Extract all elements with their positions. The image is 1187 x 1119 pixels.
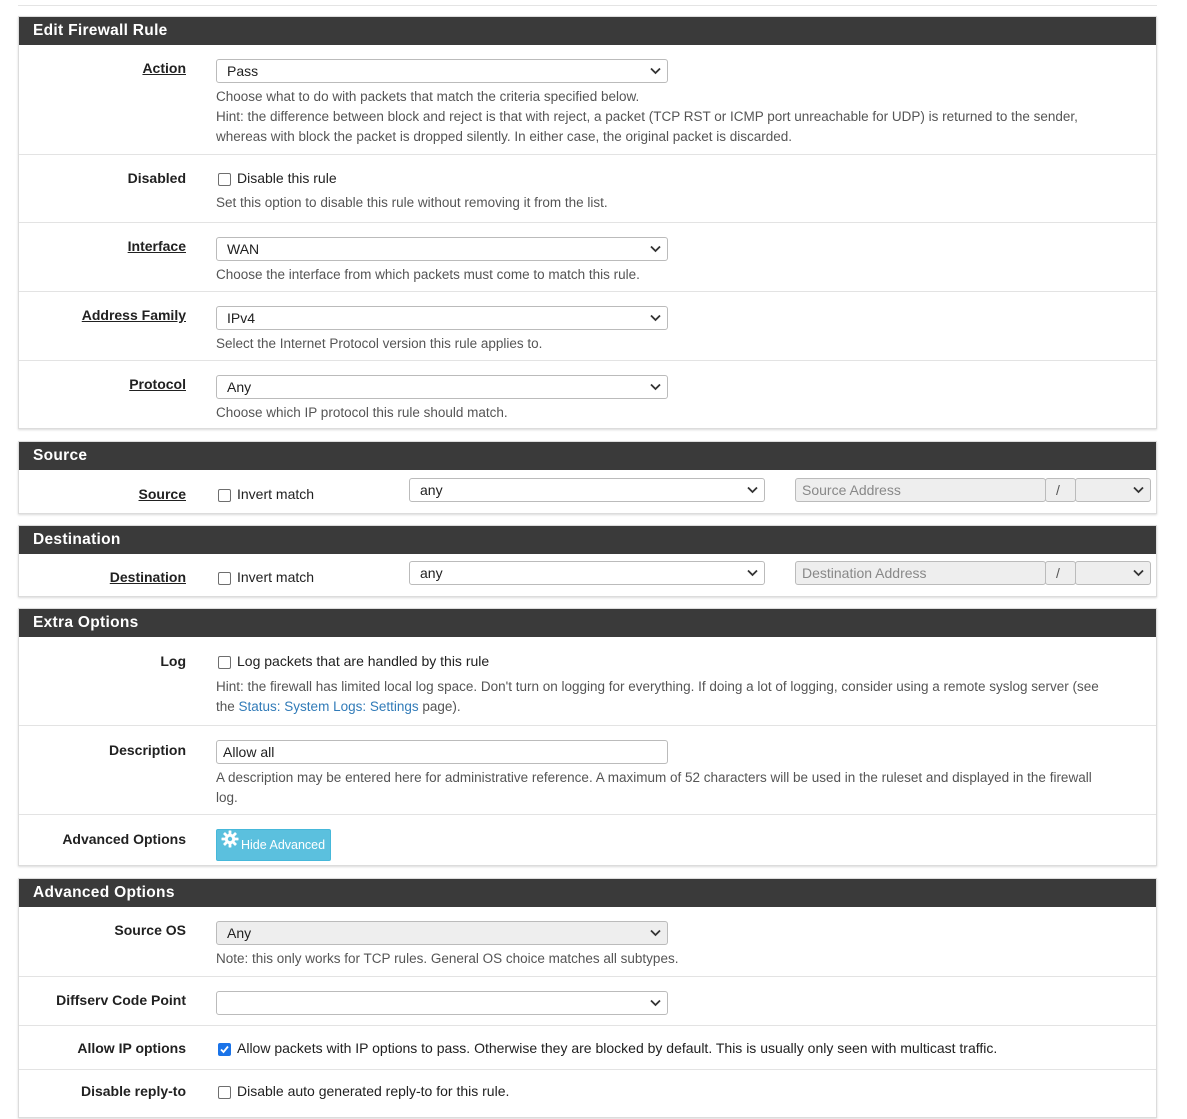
protocol-select-value: Any — [227, 379, 252, 395]
destination-address-input[interactable] — [795, 561, 1046, 585]
source-row — [19, 470, 1156, 514]
previous-panel-edge — [18, 0, 1157, 6]
interface-select[interactable] — [216, 237, 668, 261]
source-os-row — [19, 907, 1156, 976]
diffserv-label: Diffserv Code Point — [56, 992, 186, 1008]
diffserv-select[interactable] — [216, 991, 668, 1015]
gear-icon — [221, 829, 239, 859]
panel-heading: Destination — [19, 526, 1156, 554]
chevron-down-icon — [747, 562, 758, 577]
description-input[interactable] — [216, 740, 668, 764]
protocol-help: Choose which IP protocol this rule should match. — [216, 405, 508, 420]
action-help — [216, 87, 1146, 147]
destination-invert-label[interactable]: Invert match — [237, 569, 315, 585]
disabled-help: Set this option to disable this rule without removing it from the list. — [216, 195, 608, 210]
allow-ip-options-checkbox[interactable] — [218, 1043, 231, 1056]
destination-address-placeholder: Destination Address — [802, 565, 927, 581]
destination-slash — [1045, 561, 1076, 585]
panel-heading: Advanced Options — [19, 879, 1156, 907]
source-label: Source — [138, 486, 186, 502]
address-family-help: Select the Internet Protocol version this rule applies to. — [216, 336, 543, 351]
log-label: Log — [160, 653, 186, 669]
destination-invert-checkbox[interactable] — [218, 572, 231, 585]
disable-reply-to-row — [19, 1069, 1156, 1119]
disable-reply-to-checkbox-label[interactable]: Disable auto generated reply-to for this rule. — [237, 1083, 510, 1099]
log-help-line2 — [216, 697, 1146, 717]
description-input-value: Allow all — [223, 744, 275, 760]
source-os-help: Note: this only works for TCP rules. General OS choice matches all subtypes. — [216, 951, 679, 966]
source-os-value: Any — [227, 925, 252, 941]
protocol-select[interactable] — [216, 375, 668, 399]
hide-advanced-button[interactable] — [216, 829, 331, 861]
destination-mask-select[interactable] — [1075, 561, 1151, 585]
log-checkbox-label[interactable]: Log packets that are handled by this rule — [237, 653, 490, 669]
extra-options-panel — [18, 608, 1157, 866]
log-help-pre: the — [216, 699, 239, 714]
chevron-down-icon — [650, 376, 661, 391]
chevron-down-icon — [1133, 562, 1144, 577]
log-checkbox[interactable] — [218, 656, 231, 669]
disable-reply-to-checkbox[interactable] — [218, 1086, 231, 1099]
advanced-options-panel — [18, 878, 1157, 1118]
action-label: Action — [142, 60, 186, 76]
description-label: Description — [108, 742, 186, 758]
description-help — [216, 768, 1146, 808]
action-row — [19, 45, 1156, 154]
source-slash — [1045, 478, 1076, 502]
disabled-label: Disabled — [127, 170, 186, 186]
diffserv-row — [19, 976, 1156, 1025]
chevron-down-icon — [747, 479, 758, 494]
source-os-label: Source OS — [114, 922, 186, 938]
interface-select-value: WAN — [227, 241, 260, 257]
log-row — [19, 637, 1156, 725]
allow-ip-options-checkbox-label[interactable]: Allow packets with IP options to pass. Otherwise they are blocked by default. This is usually only seen with multicast traffic. — [237, 1040, 998, 1056]
chevron-down-icon — [650, 922, 661, 937]
chevron-down-icon — [650, 60, 661, 75]
source-invert-checkbox[interactable] — [218, 489, 231, 502]
chevron-down-icon — [650, 307, 661, 322]
source-type-value: any — [420, 482, 443, 498]
destination-type-select[interactable] — [409, 561, 765, 585]
interface-help: Choose the interface from which packets must come to match this rule. — [216, 267, 640, 282]
source-os-select[interactable] — [216, 921, 668, 945]
address-family-row — [19, 291, 1156, 360]
action-select[interactable] — [216, 59, 668, 83]
system-logs-settings-link[interactable]: Status: System Logs: Settings — [238, 699, 419, 714]
disabled-row — [19, 154, 1156, 222]
advanced-options-label: Advanced Options — [62, 831, 186, 847]
advanced-toggle-row — [19, 814, 1156, 866]
protocol-row — [19, 360, 1156, 428]
source-type-select[interactable] — [409, 478, 765, 502]
chevron-down-icon — [650, 992, 661, 1007]
disable-reply-to-label: Disable reply-to — [80, 1083, 186, 1099]
interface-row — [19, 222, 1156, 291]
action-select-value: Pass — [227, 63, 259, 79]
log-help — [216, 677, 1146, 717]
source-invert-label[interactable]: Invert match — [237, 486, 315, 502]
source-address-placeholder: Source Address — [802, 482, 901, 498]
panel-heading: Extra Options — [19, 609, 1156, 637]
chevron-down-icon — [1133, 479, 1144, 494]
destination-row — [19, 554, 1156, 597]
interface-label: Interface — [127, 238, 186, 254]
slash-text: / — [1056, 482, 1060, 498]
description-help-line1: A description may be entered here for administrative reference. A maximum of 52 characters will be used in the ruleset and displayed in the firewall — [216, 770, 1092, 785]
source-panel — [18, 441, 1157, 514]
chevron-down-icon — [650, 238, 661, 253]
description-row — [19, 725, 1156, 814]
destination-type-value: any — [420, 565, 443, 581]
edit-firewall-rule-panel — [18, 16, 1157, 429]
log-help-line1: Hint: the firewall has limited local log space. Don't turn on logging for everything. If doing a lot of logging, consider using a remote syslog server (see — [216, 679, 1099, 694]
destination-label: Destination — [109, 569, 186, 585]
check-icon — [219, 1044, 230, 1055]
source-address-input[interactable] — [795, 478, 1046, 502]
hide-advanced-label: Hide Advanced — [241, 838, 326, 852]
disable-rule-checkbox-label[interactable]: Disable this rule — [237, 170, 337, 186]
description-help-line2: log. — [216, 790, 238, 805]
panel-heading: Edit Firewall Rule — [19, 17, 1156, 45]
address-family-label: Address Family — [81, 307, 186, 323]
address-family-select-value: IPv4 — [227, 310, 256, 326]
allow-ip-options-label: Allow IP options — [77, 1040, 186, 1056]
action-help-line2: Hint: the difference between block and reject is that with reject, a packet (TCP RST or ICMP port unreachable for UDP) is returned to the sender, — [216, 109, 1078, 124]
source-mask-select[interactable] — [1075, 478, 1151, 502]
disable-rule-checkbox[interactable] — [218, 173, 231, 186]
panel-heading: Source — [19, 442, 1156, 470]
log-help-post: page). — [418, 699, 461, 714]
action-help-line3: whereas with block the packet is dropped silently. In either case, the original packet is discarded. — [216, 129, 793, 144]
allow-ip-options-row — [19, 1025, 1156, 1069]
destination-panel — [18, 525, 1157, 597]
action-help-line1: Choose what to do with packets that match the criteria specified below. — [216, 89, 640, 104]
slash-text: / — [1056, 565, 1060, 581]
address-family-select[interactable] — [216, 306, 668, 330]
protocol-label: Protocol — [129, 376, 186, 392]
